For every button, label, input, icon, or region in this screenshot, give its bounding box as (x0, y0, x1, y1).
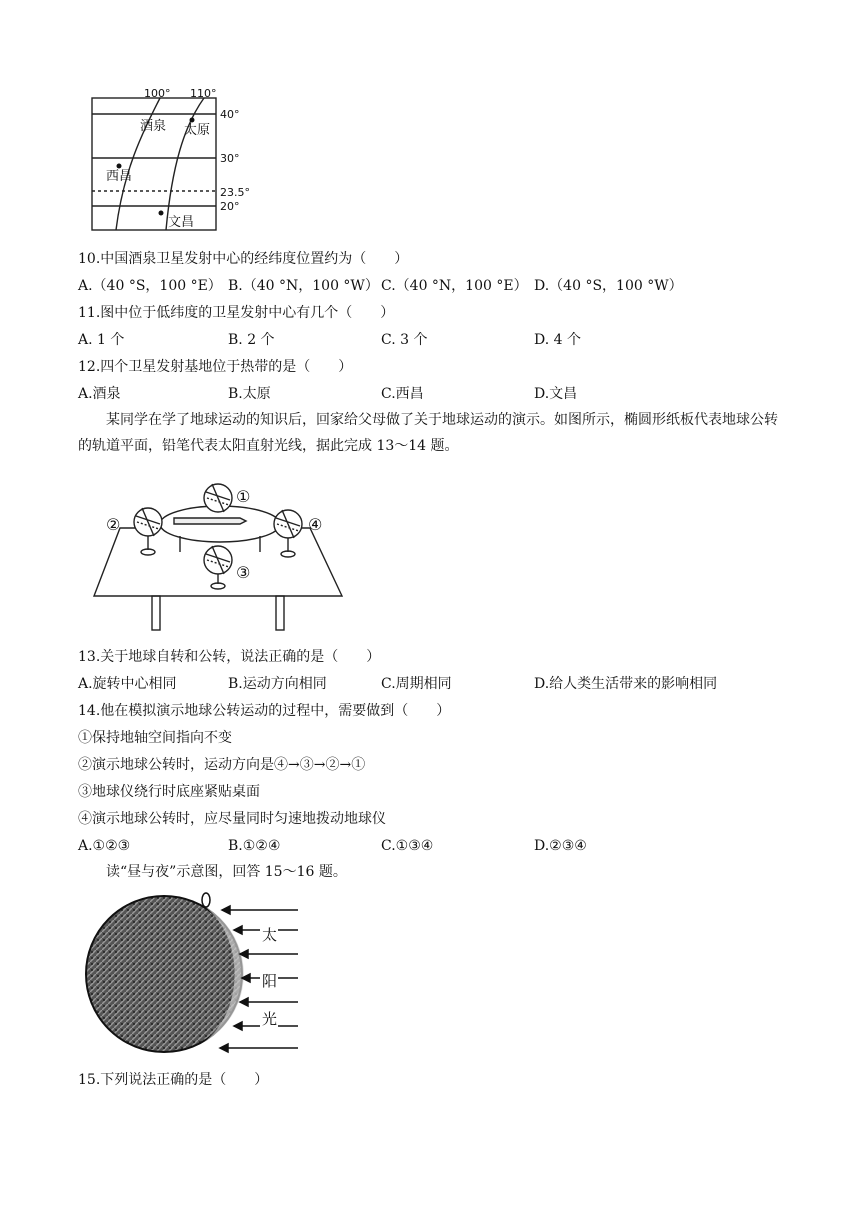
q11-option-d: D. 4 个 (534, 332, 581, 348)
intro-15-16-text: 读“昼与夜”示意图，回答 15～16 题。 (106, 864, 347, 880)
position-2-label: ② (106, 515, 121, 534)
q13-stem: 13.关于地球自转和公转，说法正确的是（ ） (78, 649, 381, 665)
q10-option-b: B.（40 °N，100 °W） (228, 278, 379, 294)
intro-13-14-text: 某同学在学了地球运动的知识后，回家给父母做了关于地球运动的演示。如图所示，椭圆形纸板代表地球公转的轨道平面，铅笔代表太阳直射光线，据此完成 13～14 题。 (78, 412, 778, 454)
q11-option-c: C. 3 个 (381, 332, 428, 348)
q12-stem: 12.四个卫星发射基地位于热带的是（ ） (78, 359, 353, 375)
q13-option-d: D.给人类生活带来的影响相同 (534, 676, 718, 692)
q11-stem: 11.图中位于低纬度的卫星发射中心有几个（ ） (78, 305, 395, 321)
lon-100-label: 100° (144, 87, 171, 100)
q14-option-c: C.①③④ (381, 838, 434, 854)
q14-item-2: ②演示地球公转时，运动方向是④→③→②→① (78, 757, 366, 773)
lat-30-label: 30° (220, 152, 240, 165)
q13-option-b: B.运动方向相同 (228, 676, 327, 692)
q10-option-c: C.（40 °N，100 °E） (381, 278, 528, 294)
lon-110-label: 110° (190, 87, 217, 100)
q12-option-d: D.文昌 (534, 386, 578, 402)
q14-option-a: A.①②③ (78, 838, 131, 854)
q12-option-a: A.酒泉 (78, 386, 121, 402)
taiyuan-label: 太原 (184, 123, 211, 138)
q11-option-a: A. 1 个 (78, 332, 125, 348)
q14-option-b: B.①②④ (228, 838, 281, 854)
intro-13-14 (78, 407, 778, 459)
q14-option-d: D.②③④ (534, 838, 587, 854)
position-4-label: ④ (308, 515, 323, 534)
q10-stem: 10.中国酒泉卫星发射中心的经纬度位置约为（ ） (78, 251, 409, 267)
q15-stem: 15.下列说法正确的是（ ） (78, 1072, 269, 1088)
q12-option-b: B.太原 (228, 386, 271, 402)
q11-option-b: B. 2 个 (228, 332, 275, 348)
q14-item-1: ①保持地轴空间指向不变 (78, 730, 232, 746)
q13-option-c: C.周期相同 (381, 676, 452, 692)
position-1-label: ① (236, 487, 251, 506)
xichang-label: 西昌 (106, 169, 133, 184)
lat-235-label: 23.5° (220, 186, 250, 199)
q14-stem: 14.他在模拟演示地球公转运动的过程中，需要做到（ ） (78, 703, 451, 719)
lat-40-label: 40° (220, 108, 240, 121)
q14-item-4: ④演示地球公转时，应尽量同时匀速地拨动地球仪 (78, 811, 386, 827)
q13-option-a: A.旋转中心相同 (78, 676, 177, 692)
revolution-demo-figure (90, 478, 350, 634)
q12-option-c: C.西昌 (381, 386, 424, 402)
intro-15-16 (78, 859, 778, 885)
wenchang-label: 文昌 (168, 215, 195, 230)
sun-label-1: 太 (262, 926, 278, 944)
launch-center-map (86, 86, 266, 234)
sun-label-3: 光 (262, 1010, 278, 1028)
q10-option-a: A.（40 °S，100 °E） (78, 278, 222, 294)
sun-label-2: 阳 (262, 972, 278, 990)
jiuquan-label: 酒泉 (140, 119, 167, 134)
lat-20-label: 20° (220, 200, 240, 213)
day-night-figure (84, 890, 304, 1058)
q14-item-3: ③地球仪绕行时底座紧贴桌面 (78, 784, 260, 800)
position-3-label: ③ (236, 563, 251, 582)
q10-option-d: D.（40 °S，100 °W） (534, 278, 683, 294)
